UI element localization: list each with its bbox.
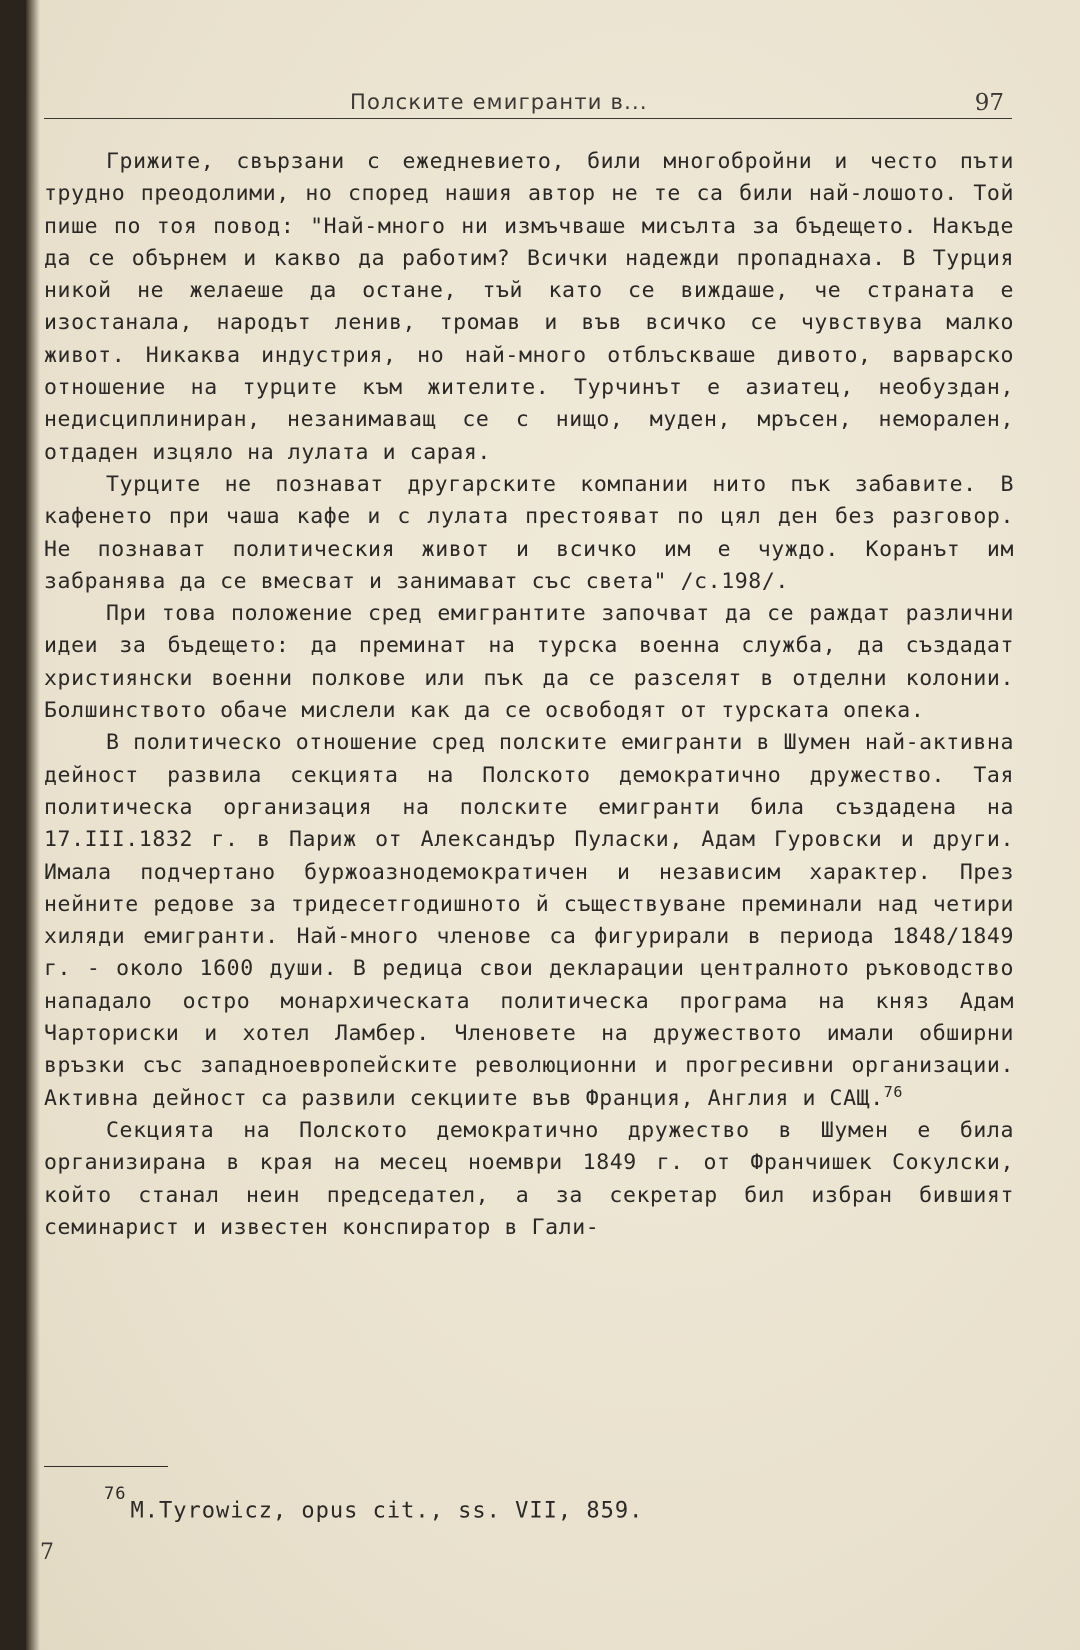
paragraph-text: Турците не познават другарските компании нито пък забавите. В кафенето при чаша кафе и с лулата престояват по цял ден без разговор. Не познават политическия живот и всичко им е чуждо. Коранът им забранява да се вмесват и занимават със света" /с.198/.: [44, 471, 1014, 594]
paragraph-text: При това положение сред емигрантите започват да се раждат различни идеи за бъдещето: да преминат на турска военна служба, да създадат християнски военни полкове или пък да се разселят в отделни колонии. Болшинството обаче мислели как да се освободят от турската опека.: [44, 601, 1014, 724]
paragraph-3: [44, 598, 1014, 727]
paragraph-text: В политическо отношение сред полските емигранти в Шумен най-активна дейност развила секцията на Полското демократично дружество. Тая политическа организация на полските емигранти била създадена на 17.III.1832 г. в Париж от Александър Пуласки, Адам Гуровски и други. Имала подчертано буржоазнодемократичен и независим характер. През нейните редове за тридесетгодишното й съществуване преминали над четири хиляди емигранти. Най-много членове са фигурирали в периода 1848/1849 г. - около 1600 души. В редица свои декларации централното ръководство нападало остро монархическата политическа програма на княз Адам Чарториски и хотел Ламбер. Членовете на дружеството имали обширни връзки със западноевропейските революционни и прогресивни организации. Активна дейност са развили секциите във Франция, Англия и САЩ.: [44, 730, 1014, 1111]
paragraph-5: [44, 1115, 1014, 1244]
signature-mark: 7: [40, 1540, 54, 1565]
paragraph-text: Секцията на Полското демократично дружество в Шумен е била организирана в края на месец ноември 1849 г. от Франчишек Сокулски, който станал неин председател, а за секретар бил избран бившият семинарист и известен конспиратор в Гали-: [44, 1117, 1014, 1240]
page-number: 97: [974, 90, 1004, 116]
footnote-reference: 76: [883, 1082, 903, 1101]
paragraph-2: [44, 469, 1014, 598]
footnote: [104, 1484, 644, 1524]
body-text: [44, 146, 1014, 1244]
running-head: [44, 88, 1012, 119]
paragraph-text: Грижите, свързани с ежедневието, били многобройни и често пъти трудно преодолими, но според нашия автор не те са били най-лошото. Той пише по тоя повод: "Най-много ни измъчваше мисълта за бъдещето. Накъде да се обърнем и какво да работим? Всички надежди пропаднаха. В Турция никой не желаеше да остане, тъй като се виждаше, че страната е изостанала, народът ленив, тромав и във всичко се чувствува малко живот. Никаква индустрия, но най-много отблъскваше дивото, варварско отношение на турците към жителите. Турчинът е азиатец, необуздан, недисциплиниран, незанимаващ се с нищо, муден, мръсен, неморален, отдаден изцяло на лулата и сарая.: [44, 149, 1014, 465]
spine-shadow: [26, 0, 40, 1650]
running-title: Полските емигранти в...: [350, 90, 648, 114]
footnote-divider: [44, 1466, 168, 1467]
paragraph-4: [44, 727, 1014, 1115]
document-page: [26, 0, 1080, 1650]
paragraph-1: [44, 146, 1014, 469]
footnote-text: M.Tyrowicz, opus cit., ss. VII, 859.: [130, 1498, 644, 1524]
footnote-number: 76: [104, 1484, 127, 1504]
